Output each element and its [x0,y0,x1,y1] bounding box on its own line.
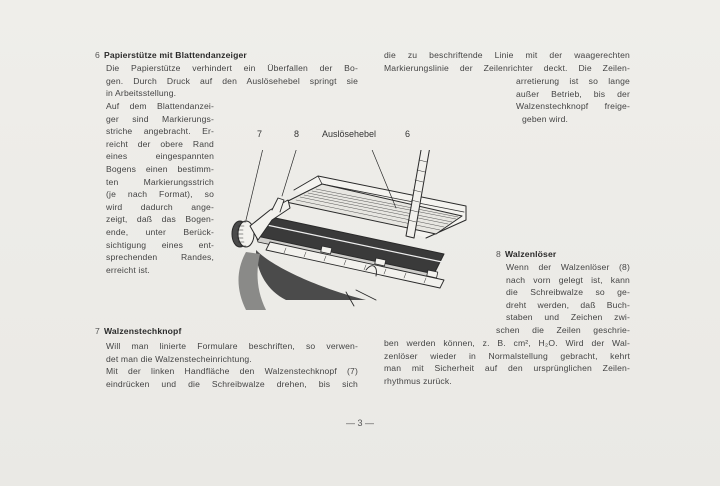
text-line: eindrücken und die Schreibwalze drehen, bis sich [106,378,358,389]
text-line: striche angebracht. Er- [106,126,214,137]
typewriter-carriage-illustration [226,150,476,310]
text-line: Markierungslinie der Zeilenrichter deckt. Die Zeilen- [384,62,630,73]
section-8-narrow-body [506,261,630,324]
text-line: zenlöser wieder in Normalstellung gebracht, kehrt [384,350,630,361]
section-6-number: 6 [95,50,100,60]
text-line: ben werden können, z. B. cm², H₂O. Wird der Wal- [384,338,630,348]
section-6-body [106,100,214,276]
text-line: nach vorn gelegt ist, kann [506,274,630,285]
text-line: in Arbeitsstellung. [106,88,177,99]
section-6-title: Papierstütze mit Blattendanzeiger [103,50,247,60]
section-6-continuation-narrow [516,75,630,113]
text-line: Auf dem Blattendanzei- [106,101,214,111]
text-line: zeigt, daß das Bogen- [106,214,214,225]
section-8-number: 8 [496,249,501,259]
callout-8: 8 [294,129,300,139]
text-line: rhythmus zurück. [384,375,452,386]
text-line: außer Betrieb, bis der [516,88,630,99]
section-7-body [106,340,358,390]
text-line: Walzenstechknopf freige- [516,101,630,112]
text-line: eines eingespannten [106,151,214,162]
text-line: geben wird. [522,114,569,124]
text-line: schen die Zeilen geschrie- [496,325,630,335]
text-line: die Schreibwalze so ge- [506,287,630,298]
section-7-number: 7 [95,326,100,336]
section-6-continuation-end [522,113,630,126]
text-line: gen. Durch Druck auf den Auslösehebel springt sie [106,75,358,86]
text-line: die zu beschriftende Linie mit der waagerechten [384,50,630,60]
section-7-heading [95,325,181,338]
text-line: erreicht ist. [106,264,150,275]
section-6-intro [106,62,358,100]
carriage-drawing [232,150,466,310]
text-line: ende, unter Berück- [106,226,214,237]
text-line: Bogens einen bestimm- [106,163,214,174]
callout-release-lever: Auslösehebel [322,129,377,139]
text-line: Die Papierstütze verhindert ein Überfallen der Bo- [106,63,358,73]
text-line: wird dadurch ange- [106,201,214,212]
callout-7: 7 [257,129,263,139]
section-7-title: Walzenstechknopf [103,326,182,336]
text-line: reicht der obere Rand [106,138,214,149]
section-6-heading [95,49,247,62]
callout-6: 6 [405,129,411,139]
text-line: man mit Sicherheit auf den ursprünglichen Zeilen- [384,363,630,374]
text-line: ten Markierungsstrich [106,176,214,187]
section-6-continuation [384,49,630,74]
section-8-heading [496,248,556,261]
text-line: (je nach Format), so [106,189,214,200]
text-line: staben und Zeichen zwi- [506,312,630,323]
text-line: ger sind Markierungs- [106,113,214,124]
section-8-narrow-end [496,324,630,337]
text-line: Will man linierte Formulare beschriften, so verwen- [106,341,358,351]
text-line: dreht werden, daß Buch- [506,299,630,310]
text-line: sprechenden Randes, [106,252,214,263]
text-line: det man die Walzenstecheinrichtung. [106,353,252,364]
section-8-title: Walzenlöser [504,249,557,259]
text-line: sichtigung eines ent- [106,239,214,250]
section-8-full-body [384,337,630,387]
text-line: Mit der linken Handfläche den Walzenstechknopf (7) [106,366,358,377]
text-line: Wenn der Walzenlöser (8) [506,262,630,272]
text-line: arretierung ist so lange [516,76,630,86]
page-number: — 3 — [345,418,374,428]
